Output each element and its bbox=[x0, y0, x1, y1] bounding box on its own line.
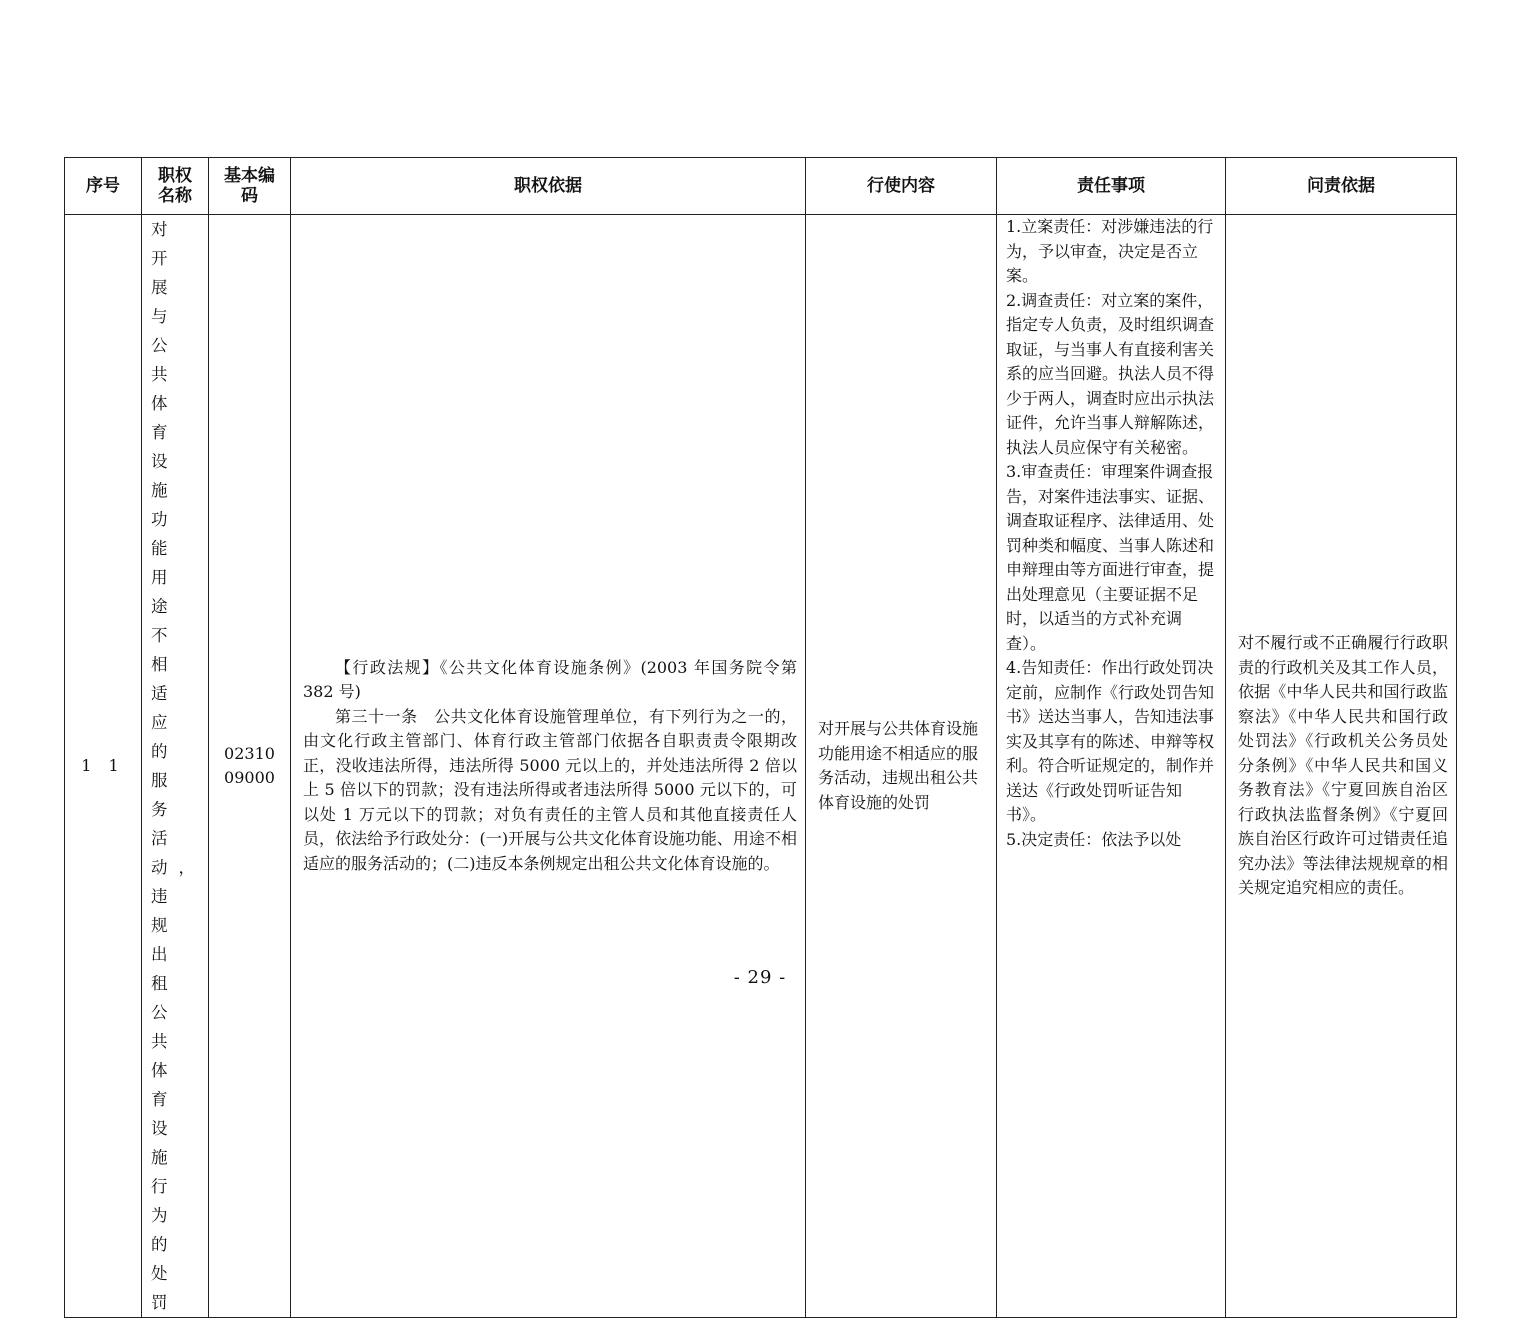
cell-name: 对开展与公共体育设施功能用途不相适应的服务活动，违规出租公共体育设施行为的处罚 bbox=[151, 220, 206, 1312]
code-line-1: 02310 bbox=[224, 743, 275, 763]
cell-name-wrapper bbox=[142, 215, 209, 1318]
header-accountability: 问责依据 bbox=[1226, 158, 1457, 215]
cell-basis bbox=[291, 215, 806, 1318]
powers-table bbox=[64, 157, 1457, 1318]
cell-content: 对开展与公共体育设施功能用途不相适应的服务活动，违规出租公共体育设施的处罚 bbox=[806, 215, 997, 1318]
header-name: 职权 名称 bbox=[142, 158, 209, 215]
cell-responsibility bbox=[997, 215, 1226, 1318]
cell-seq: 1 1 bbox=[65, 215, 142, 1318]
page-number: - 29 - bbox=[733, 967, 787, 988]
table-header-row bbox=[65, 158, 1457, 215]
header-basis: 职权依据 bbox=[291, 158, 806, 215]
code-line-2: 09000 bbox=[224, 768, 275, 787]
header-seq: 序号 bbox=[65, 158, 142, 215]
header-code: 基本编 码 bbox=[209, 158, 291, 215]
basis-source: 【行政法规】《公共文化体育设施条例》(2003 年国务院令第 382 号) bbox=[303, 657, 797, 702]
basis-article: 第三十一条 公共文化体育设施管理单位，有下列行为之一的，由文化行政主管部门、体育行政主管部门依据各自职责责令限期改正，没收违法所得，违法所得 5000 元以上的，并处违法所得 2 倍以上 5 倍以下的罚款；没有违法所得或者违法所得 5000 元以下的，可以处 1 万元以下的罚款；对负有责任的主管人员和其他直接责任人员，依法给予行政处分：(一)开展与公共文化体育设施功能、用途不相适应的服务活动的；(二)违反本条例规定出租公共文化体育设施的。 bbox=[303, 706, 797, 873]
responsibility-text: 1.立案责任：对涉嫌违法的行为，予以审查，决定是否立案。 2.调查责任：对立案的案件，指定专人负责，及时组织调查取证，与当事人有直接利害关系的应当回避。执法人员不得少于两人，调查时应出示执法证件，允许当事人辩解陈述，执法人员应保守有关秘密。 3.审查责任：审理案件调查报告，对案件违法事实、证据、调查取证程序、法律适用、处罚种类和幅度、当事人陈述和申辩理由等方面进行审查，提出处理意见（主要证据不足时，以适当的方式补充调查）。 4.告知责任：作出行政处罚决定前，应制作《行政处罚告知书》送达当事人，告知违法事实及其享有的陈述、申辩等权利。符合听证规定的，制作并送达《行政处罚听证告知书》。 5.决定责任：依法予以处 bbox=[1006, 217, 1215, 849]
header-responsibility: 责任事项 bbox=[997, 158, 1226, 215]
header-content: 行使内容 bbox=[806, 158, 997, 215]
cell-accountability: 对不履行或不正确履行行政职责的行政机关及其工作人员，依据《中华人民共和国行政监察法》《中华人民共和国行政处罚法》《行政机关公务员处分条例》《中华人民共和国义务教育法》《宁夏回族自治区行政执法监督条例》《宁夏回族自治区行政许可过错责任追究办法》等法律法规规章的相关规定追究相应的责任。 bbox=[1226, 215, 1457, 1318]
cell-code bbox=[209, 215, 291, 1318]
table-row bbox=[65, 215, 1457, 1318]
